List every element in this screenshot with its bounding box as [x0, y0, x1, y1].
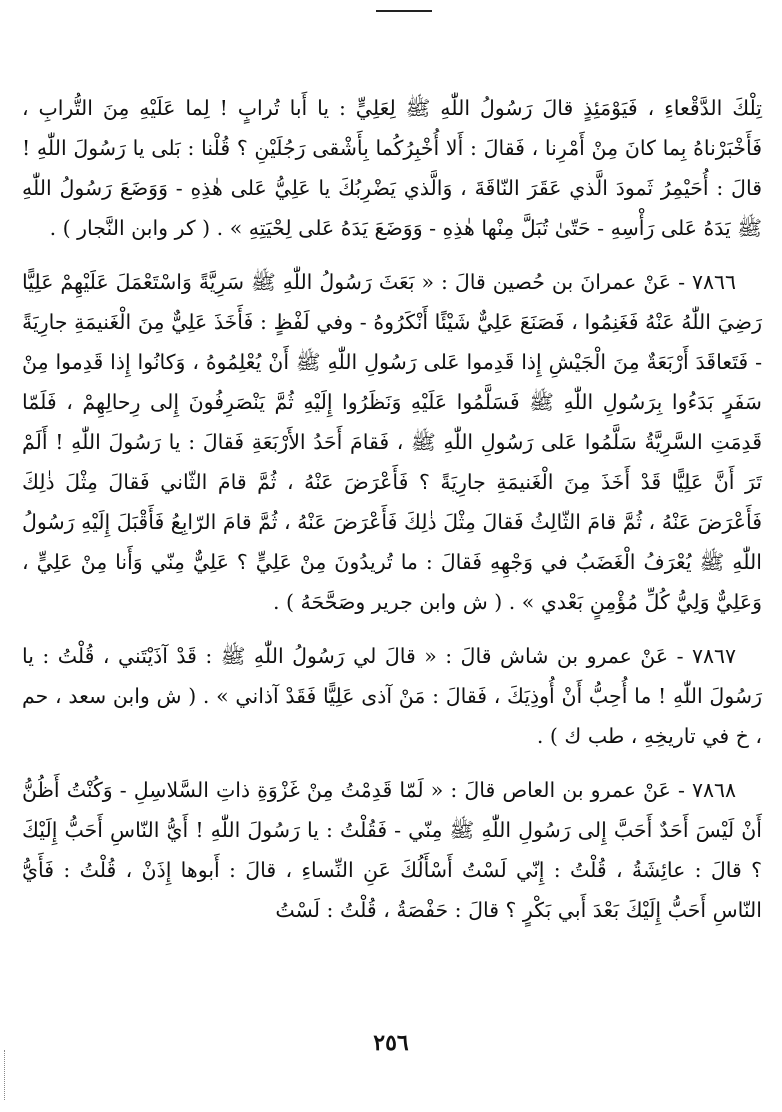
paragraph-continuation: تِلْكَ الدَّقْعاءِ ، فَيَوْمَئِذٍ قالَ رَسُولُ اللّٰهِ ﷺ لِعَلِيٍّ : يا أَبا تُرابٍ ! لِما عَلَيْهِ مِنَ التُّرابِ ، فَأَخْبَرْناهُ بِما كانَ مِنْ أَمْرِنا ، فَقالَ : أَلا أُخْبِرُكُما بِأَشْقى رَجُلَيْنِ ؟ قُلْنا : بَلى يا رَسُولَ اللّٰهِ ! قالَ : أُحَيْمِرُ ثَمودَ الَّذي عَقَرَ النّاقَةَ ، وَالَّذي يَضْرِبُكَ يا عَلِيُّ عَلى هٰذِهِ - وَوَضَعَ رَسُولُ اللّٰهِ ﷺ يَدَهُ عَلى رَأْسِهِ - حَتّىٰ تُبَلَّ مِنْها هٰذِهِ - وَوَضَعَ يَدَهُ عَلى لِحْيَتِهِ » . ( كر وابن النَّجار ) . [22, 96, 762, 240]
hadith-7866-text: ٧٨٦٦ - عَنْ عمرانَ بن حُصين قالَ : « بَعَثَ رَسُولُ اللّٰهِ ﷺ سَرِيَّةً وَاسْتَعْمَلَ عَلَيْهِمْ عَلِيًّا رَضِيَ اللّٰهُ عَنْهُ فَغَنِمُوا ، فَصَنَعَ عَلِيٌّ شَيْئًا أَنْكَرُوهُ - وفي لَفْظٍ : فَأَخَذَ عَلِيٌّ مِنَ الْغَنيمَةِ جارِيَةً - فَتَعاقَدَ أَرْبَعَةٌ مِنَ الْجَيْشِ إِذا قَدِموا عَلى رَسُولِ اللّٰهِ ﷺ أَنْ يُعْلِمُوهُ ، وَكانُوا إِذا قَدِموا مِنْ سَفَرٍ بَدَءُوا بِرَسُولِ اللّٰهِ ﷺ فَسَلَّمُوا عَلَيْهِ وَنَظَرُوا إِلَيْهِ ثُمَّ يَنْصَرِفُونَ إِلى رِحالِهِمْ ، فَلَمّا قَدِمَتِ السَّرِيَّةُ سَلَّمُوا عَلى رَسُولِ اللّٰهِ ﷺ ، فَقامَ أَحَدُ الأَرْبَعَةِ فَقالَ : يا رَسُولَ اللّٰهِ ! أَلَمْ تَرَ أَنَّ عَلِيًّا قَدْ أَخَذَ مِنَ الْغَنيمَةِ جارِيَةً ؟ فَأَعْرَضَ عَنْهُ ، ثُمَّ قامَ الثّاني فَقالَ مِثْلَ ذٰلِكَ فَأَعْرَضَ عَنْهُ ، ثُمَّ قامَ الثّالِثُ فَقالَ مِثْلَ ذٰلِكَ فَأَعْرَضَ عَنْهُ ، ثُمَّ قامَ الرّابِعُ فَأَقْبَلَ إِلَيْهِ رَسُولُ اللّٰهِ ﷺ يُعْرَفُ الْغَضَبُ في وَجْهِهِ فَقالَ : ما تُريدُونَ مِنْ عَلِيٍّ ؟ عَلِيٌّ مِنّي وَأَنا مِنْ عَلِيٍّ ، وَعَلِيٌّ وَلِيُّ كُلِّ مُؤْمِنٍ بَعْدي » . ( ش وابن جرير وصَحَّحَهُ ) . [22, 270, 763, 614]
hadith-7867-text: ٧٨٦٧ - عَنْ عمرو بن شاش قالَ : « قالَ لي رَسُولُ اللّٰهِ ﷺ : قَدْ آذَيْتَني ، قُلْتُ : يا رَسُولَ اللّٰهِ ! ما أُحِبُّ أَنْ أُوذِيَكَ ، فَقالَ : مَنْ آذى عَلِيًّا فَقَدْ آذاني » . ( ش وابن سعد ، حم ، خ في تاريخِهِ ، طب ك ) . [22, 644, 762, 748]
scan-edge-marks [4, 1050, 7, 1100]
hadith-7867 [22, 636, 762, 756]
hadith-7868 [22, 770, 762, 930]
page-body [22, 88, 762, 930]
hadith-7866 [22, 262, 762, 622]
page-number: ٢٥٦ [373, 1030, 409, 1056]
hadith-7868-text: ٧٨٦٨ - عَنْ عمرو بن العاص قالَ : « لَمّا قَدِمْتُ مِنْ غَزْوَةِ ذاتِ السَّلاسِلِ - وَكُنْتُ أَظُنُّ أَنْ لَيْسَ أَحَدٌ أَحَبَّ إِلى رَسُولِ اللّٰهِ ﷺ مِنّي - فَقُلْتُ : يا رَسُولَ اللّٰهِ ! أَيُّ النّاسِ أَحَبُّ إِلَيْكَ ؟ قالَ : عائِشَةُ ، قُلْتُ : إِنّي لَسْتُ أَسْأَلُكَ عَنِ النِّساءِ ، قالَ : أَبوها إِذَنْ ، قُلْتُ : فَأَيُّ النّاسِ أَحَبُّ إِلَيْكَ بَعْدَ أَبي بَكْرٍ ؟ قالَ : حَفْصَةُ ، قُلْتُ : لَسْتُ [22, 778, 762, 922]
top-rule [376, 10, 432, 12]
